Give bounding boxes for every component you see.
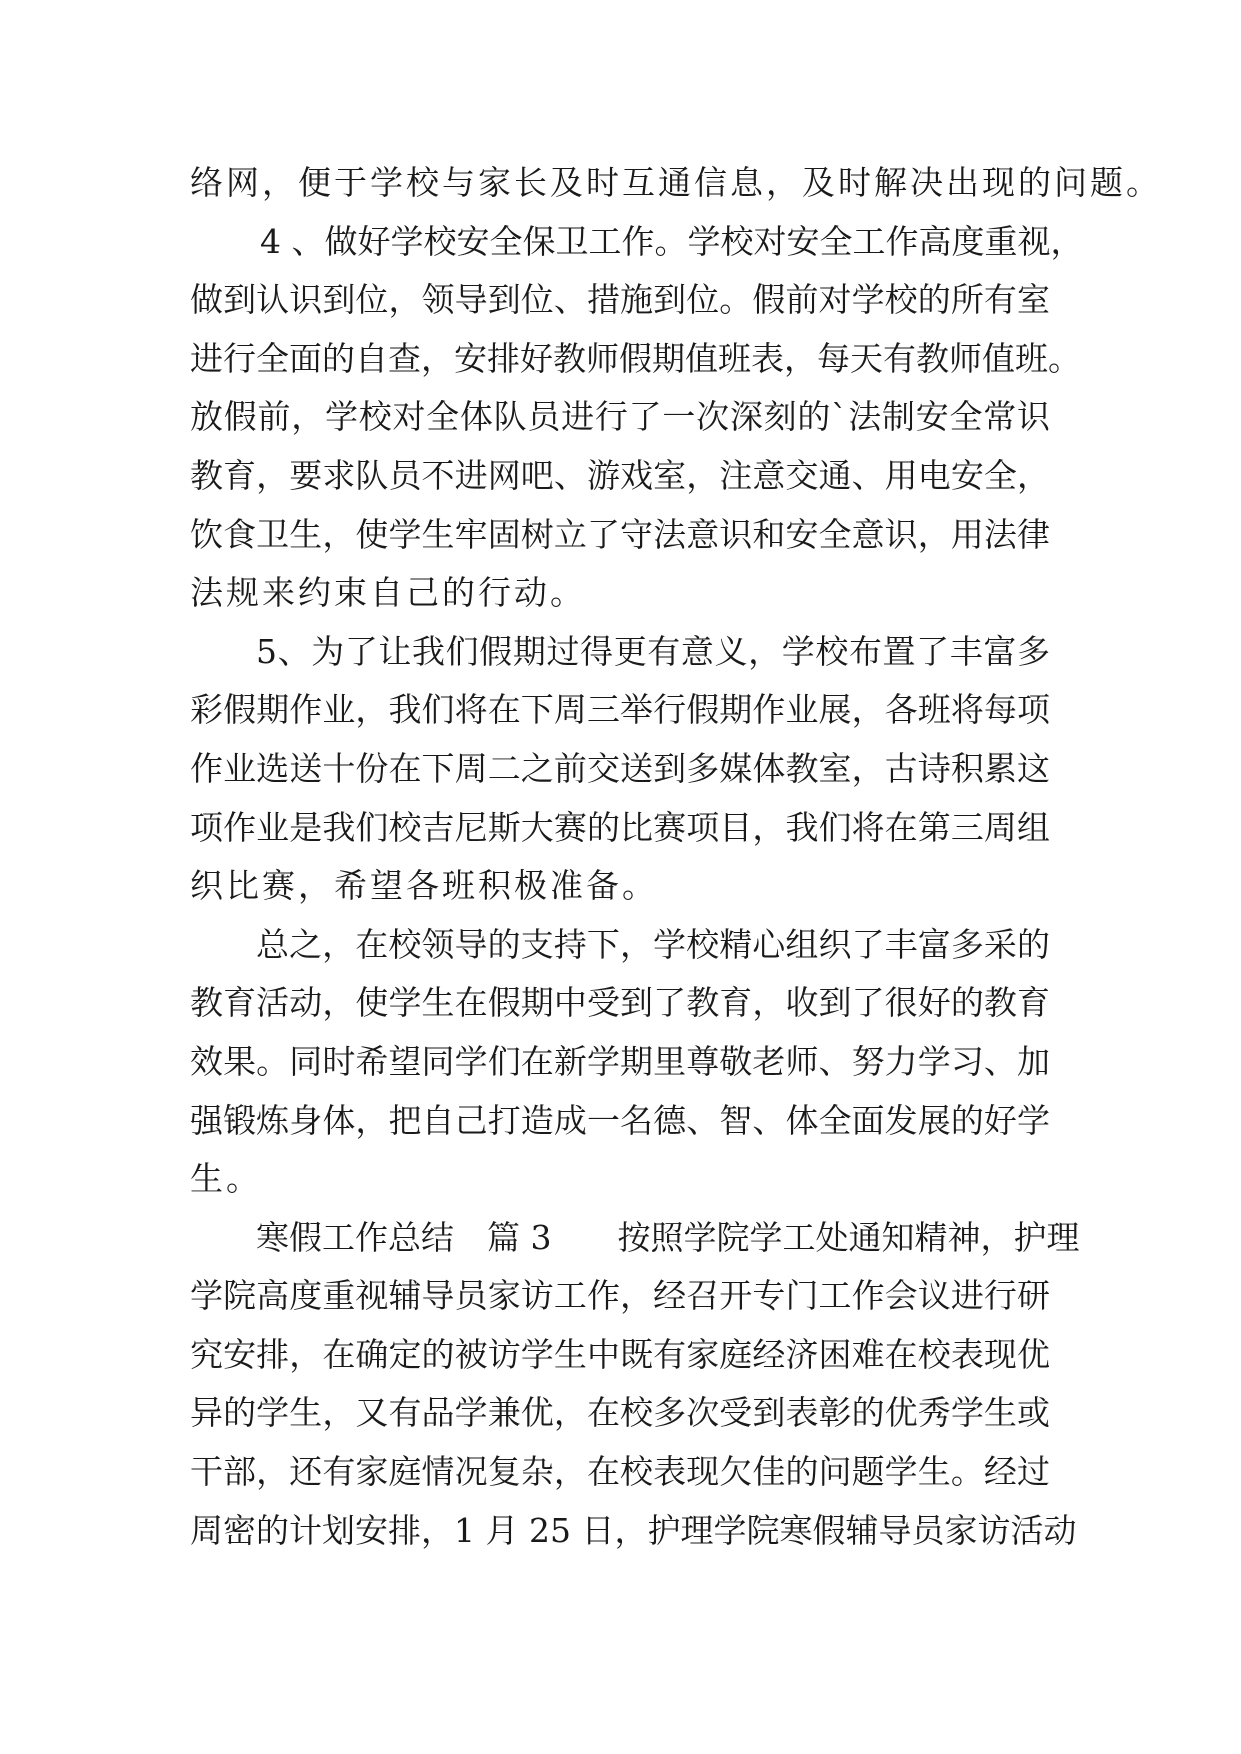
text-line: 教育，要求队员不进网吧、游戏室，注意交通、用电安全，	[190, 455, 1050, 495]
text-line: 总之，在校领导的支持下，学校精心组织了丰富多采的	[256, 924, 1050, 964]
text-line: 络网，便于学校与家长及时互通信息，及时解决出现的问题。	[190, 163, 1162, 202]
text-line: 饮食卫生，使学生牢固树立了守法意识和安全意识，用法律	[190, 514, 1050, 554]
text-line: 生。	[190, 1159, 262, 1199]
document-body	[190, 154, 1162, 1560]
text-line: 织比赛，希望各班积极准备。	[190, 866, 658, 906]
text-line: 5、为了让我们假期过得更有意义，学校布置了丰富多	[256, 631, 1050, 671]
text-line: 作业选送十份在下周二之前交送到多媒体教室，古诗积累这	[190, 748, 1050, 788]
text-line: 强锻炼身体，把自己打造成一名德、智、体全面发展的好学	[190, 1100, 1050, 1140]
text-line: 异的学生，又有品学兼优，在校多次受到表彰的优秀学生或	[190, 1393, 1050, 1433]
text-line: 干部，还有家庭情况复杂，在校表现欠佳的问题学生。经过	[190, 1452, 1050, 1492]
text-line: 彩假期作业，我们将在下周三举行假期作业展，各班将每项	[190, 690, 1050, 730]
text-line: 寒假工作总结 篇 3 按照学院学工处通知精神，护理	[256, 1217, 1080, 1257]
text-line: 项作业是我们校吉尼斯大赛的比赛项目，我们将在第三周组	[190, 807, 1050, 847]
text-line: 究安排，在确定的被访学生中既有家庭经济困难在校表现优	[190, 1334, 1050, 1374]
text-line: 法规来约束自己的行动。	[190, 573, 586, 613]
text-line: 做到认识到位，领导到位、措施到位。假前对学校的所有室	[190, 280, 1050, 320]
text-line: 学院高度重视辅导员家访工作，经召开专门工作会议进行研	[190, 1276, 1050, 1316]
text-line: 教育活动，使学生在假期中受到了教育，收到了很好的教育	[190, 983, 1050, 1023]
text-line: 进行全面的自查，安排好教师假期值班表，每天有教师值班。	[190, 338, 1081, 378]
text-line: 放假前，学校对全体队员进行了一次深刻的`法制安全常识	[190, 397, 1050, 437]
text-line: 4 、做好学校安全保卫工作。学校对安全工作高度重视，	[260, 221, 1084, 261]
text-line: 周密的计划安排，1 月 25 日，护理学院寒假辅导员家访活动	[190, 1510, 1077, 1550]
text-line: 效果。同时希望同学们在新学期里尊敬老师、努力学习、加	[190, 1041, 1050, 1081]
